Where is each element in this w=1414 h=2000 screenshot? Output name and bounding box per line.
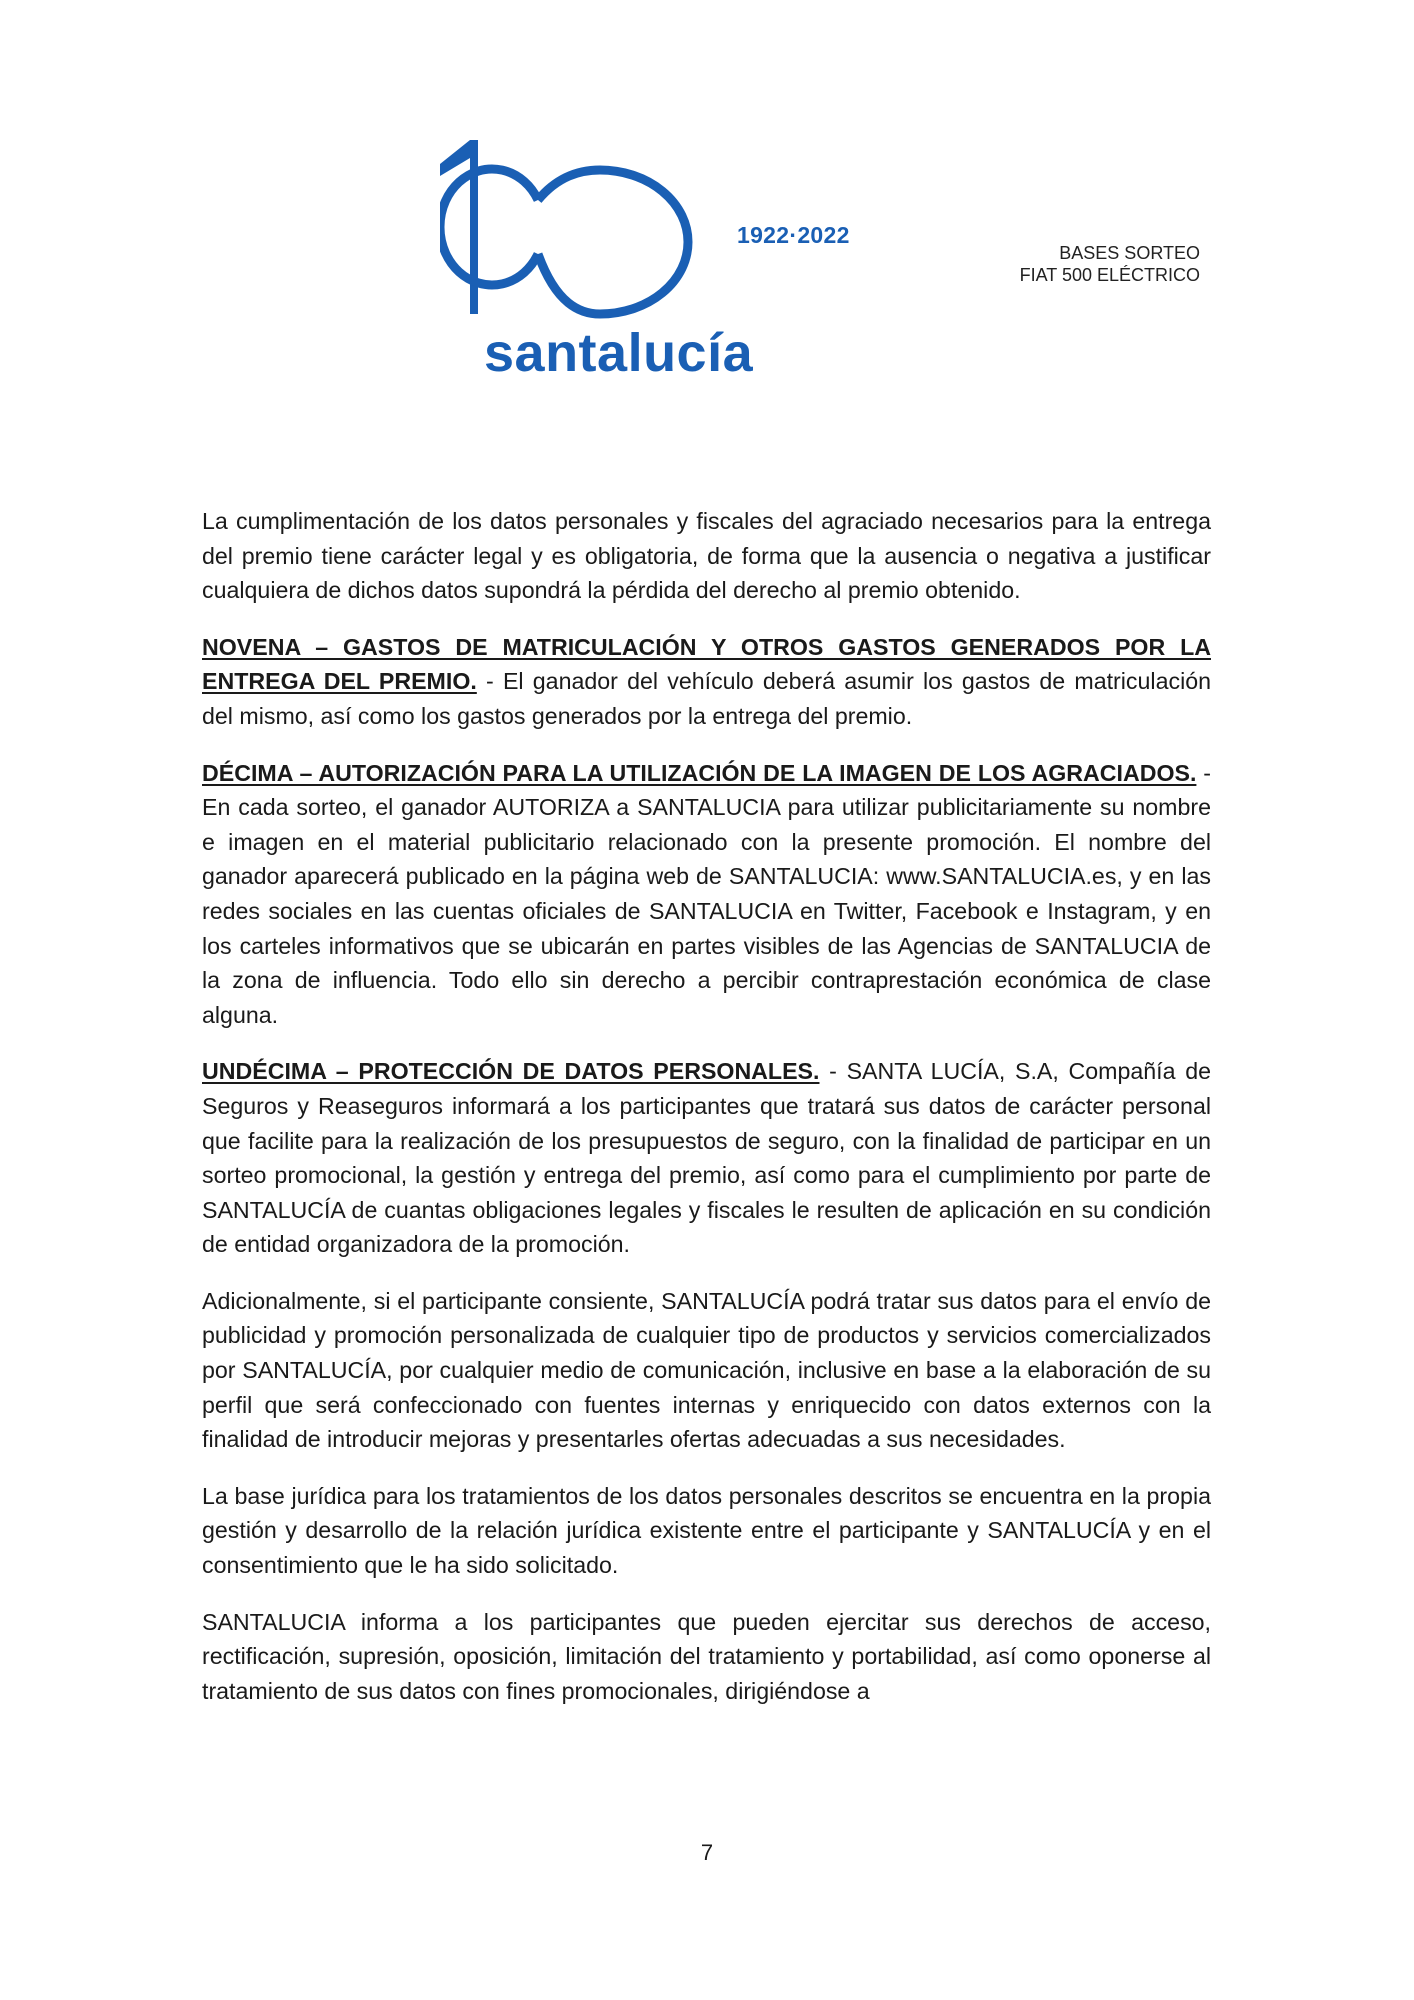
clause-novena (202, 630, 1211, 734)
clause-undecima (202, 1054, 1211, 1262)
clause-novena-heading: NOVENA – GASTOS DE MATRICULACIÓN Y OTROS GASTOS GENERADOS POR LA ENTREGA DEL PREMIO. (202, 633, 1211, 695)
brand-wordmark: santalucía (484, 323, 754, 383)
clause-undecima-heading: UNDÉCIMA – PROTECCIÓN DE DATOS PERSONALES. (202, 1058, 820, 1085)
clause-novena-text: - El ganador del vehículo deberá asumir los gastos de matriculación del mismo, así como los gastos generados por la entrega del premio. (202, 668, 1212, 729)
logo-digit-one (440, 140, 478, 314)
santalucia-100-logo (440, 136, 880, 396)
document-title-block (1020, 242, 1200, 286)
logo-first-zero (440, 169, 538, 285)
paragraph-cumplimentacion: La cumplimentación de los datos personales y fiscales del agraciado necesarios para la entrega del premio tiene carácter legal y es obligatoria, de forma que la ausencia o negativa a justificar cualquiera de dichos datos supondrá la pérdida del derecho al premio obtenido. (202, 508, 1211, 604)
document-body (202, 504, 1211, 1730)
paragraph-base-juridica: La base jurídica para los tratamientos de los datos personales descritos se encuentra en la propia gestión y desarrollo de la relación jurídica existente entre el participante y SANTALUCÍA y en el consentimiento que le ha sido solicitado. (202, 1482, 1211, 1579)
logo-second-zero (538, 170, 688, 314)
clause-decima-text: - En cada sorteo, el ganador AUTORIZA a SANTALUCIA para utilizar publicitariamente su nombre e imagen en el material publicitario relacionado con la presente promoción. El nombre del ganador aparecerá publicado en la página web de SANTALUCIA: www.SANTALUCIA.es, y en las redes sociales en las cuentas oficiales de SANTALUCIA en Twitter, Facebook e Instagram, y en los carteles informativos que se ubicarán en partes visibles de las Agencias de SANTALUCIA de la zona de influencia. Todo ello sin derecho a percibir contraprestación económica de clase alguna. (202, 759, 1211, 1028)
document-title-line-2: FIAT 500 ELÉCTRICO (1019, 265, 1200, 285)
logo-years-label: 1922·2022 (737, 222, 850, 248)
paragraph-derechos: SANTALUCIA informa a los participantes que pueden ejercitar sus derechos de acceso, rectificación, supresión, oposición, limitación del tratamiento y portabilidad, así como oponerse al tratamiento de sus datos con fines promocionales, dirigiéndose a (202, 1608, 1211, 1704)
document-title-line-1: BASES SORTEO (1059, 243, 1200, 263)
paragraph-adicionalmente: Adicionalmente, si el participante consiente, SANTALUCÍA podrá tratar sus datos para el envío de publicidad y promoción personalizada de cualquier tipo de productos y servicios comercializados por SANTALUCÍA, por cualquier medio de comunicación, inclusive en base a la elaboración de su perfil que será confeccionado con fuentes internas y enriquecido con datos externos con la finalidad de introducir mejoras y presentarles ofertas adecuadas a sus necesidades. (202, 1287, 1211, 1453)
clause-decima (202, 756, 1211, 1033)
page-number: 7 (700, 1840, 714, 1865)
clause-undecima-text: - SANTA LUCÍA, S.A, Compañía de Seguros y Reaseguros informará a los participantes que tratará sus datos de carácter personal que facilite para la realización de los presupuestos de seguro, con la finalidad de participar en un sorteo promocional, la gestión y entrega del premio, así como para el cumplimiento por parte de SANTALUCÍA de cuantas obligaciones legales y fiscales le resulten de aplicación en su condición de entidad organizadora de la promoción. (202, 1058, 1211, 1258)
clause-decima-heading: DÉCIMA – AUTORIZACIÓN PARA LA UTILIZACIÓN DE LA IMAGEN DE LOS AGRACIADOS. (202, 759, 1197, 786)
